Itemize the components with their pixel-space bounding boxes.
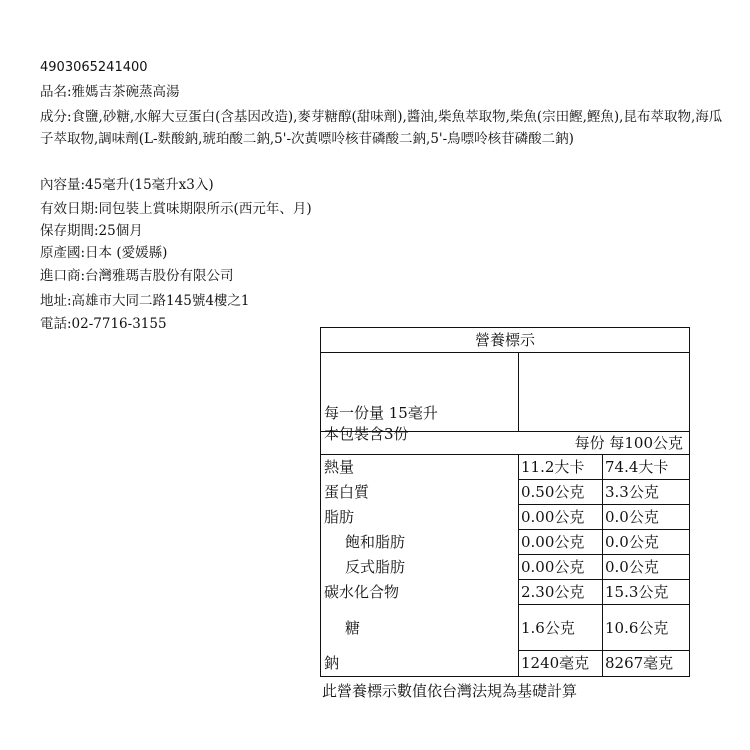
value-per-serving: 0.00公克 [519,530,603,555]
value-per-serving: 1.6公克 [519,605,603,651]
nutrient-label: 碳水化合物 [321,580,519,605]
product-ingredients: 成分:食鹽,砂糖,水解大豆蛋白(含基因改造),麥芽糖醇(甜味劑),醬油,柴魚萃取物,柴魚(宗田鰹,鰹魚),昆布萃取物,海瓜子萃取物,調味劑(L-麩酸鈉,琥珀酸二鈉,5'-次黃嘌呤核苷磷酸二鈉,5'-鳥嘌呤核苷磷酸二鈉) [40,109,723,147]
product-name: 品名:雅媽吉茶碗蒸高湯 [40,84,180,100]
value-per-serving: 0.00公克 [519,505,603,530]
nutrition-row-carbohydrate [321,580,689,605]
nutrient-label: 糖 [321,605,519,651]
value-per-100: 8267毫克 [605,654,674,672]
value-per-100: 74.4大卡 [603,455,689,480]
product-importer: 進口商:台灣雅瑪吉股份有限公司 [40,268,234,284]
value-per-100: 15.3公克 [603,580,689,605]
nutrition-row-calories [321,455,689,480]
product-phone: 電話:02-7716-3155 [40,316,167,332]
value-per-serving: 0.50公克 [519,480,603,505]
nutrition-row-fat [321,505,689,530]
nutrition-row-sodium [321,651,689,676]
value-per-100: 0.0公克 [603,530,689,555]
product-origin: 原產國:日本 (愛媛縣) [40,245,168,261]
nutrition-table [320,327,690,677]
nutrition-row-protein [321,480,689,505]
value-per-100: 3.3公克 [603,480,689,505]
nutrition-column-headers: 每份 每100公克 [321,432,689,455]
product-address: 地址:高雄市大同二路145號4樓之1 [40,293,250,309]
nutrition-row-sugar [321,605,689,651]
serving-size: 每一份量 15毫升 [324,404,438,422]
value-per-serving: 0.00公克 [519,555,603,580]
nutrition-serving-blank [519,353,689,431]
nutrient-label: 反式脂肪 [321,555,519,580]
nutrient-label: 蛋白質 [321,480,519,505]
product-expiry: 有效日期:同包裝上賞味期限所示(西元年、月) [40,201,312,217]
nutrition-footnote: 此營養標示數值依台灣法規為基礎計算 [322,682,578,700]
nutrition-row-trans-fat [321,555,689,580]
value-per-serving: 1240毫克 [519,651,603,676]
nutrition-title: 營養標示 [321,328,689,353]
nutrient-label: 鈉 [321,651,519,676]
nutrient-label: 飽和脂肪 [321,530,519,555]
value-per-serving: 11.2大卡 [519,455,603,480]
nutrient-label: 脂肪 [321,505,519,530]
value-per-100: 10.6公克 [603,605,689,651]
nutrition-row-saturated-fat [321,530,689,555]
servings-per-package: 本包裝含3份 [324,425,409,443]
value-per-serving: 2.30公克 [519,580,603,605]
nutrition-serving-info [321,353,519,443]
barcode-number: 4903065241400 [40,60,148,75]
product-volume: 內容量:45毫升(15毫升x3入) [40,177,214,193]
value-per-100: 0.0公克 [603,505,689,530]
value-per-100: 0.0公克 [603,555,689,580]
nutrient-label: 熱量 [321,455,519,480]
product-shelf-life: 保存期間:25個月 [40,223,143,239]
